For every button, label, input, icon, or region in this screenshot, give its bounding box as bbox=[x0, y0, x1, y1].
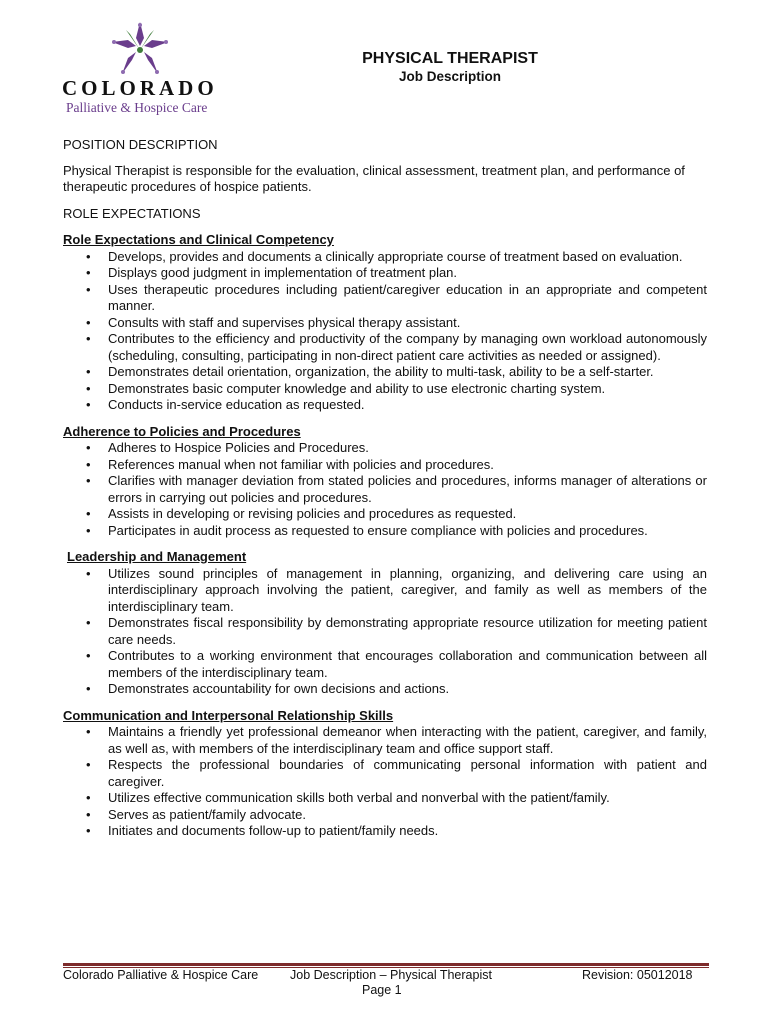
list-item: • Assists in developing or revising policies and procedures as requested. bbox=[108, 506, 707, 523]
footer-organization: Colorado Palliative & Hospice Care bbox=[63, 968, 259, 982]
list-item: • Demonstrates accountability for own decisions and actions. bbox=[108, 681, 707, 698]
list-item: • Demonstrates detail orientation, organization, the ability to multi-task, ability to be a self-starter. bbox=[108, 364, 707, 381]
list-item: • Initiates and documents follow-up to patient/family needs. bbox=[108, 823, 707, 840]
footer-revision: Revision: 05012018 bbox=[582, 968, 693, 982]
list-item: • Utilizes sound principles of management in planning, organizing, and delivering care using an interdisciplinary approach involving the patient, caregiver, and family as well as members of the interdisciplinary team. bbox=[108, 566, 707, 616]
footer-page-number: Page 1 bbox=[362, 983, 402, 997]
document-body bbox=[63, 137, 707, 840]
list-item: • Clarifies with manager deviation from stated policies and procedures, informs manager of alterations or errors in carrying out policies and procedures. bbox=[108, 473, 707, 506]
communication-list bbox=[63, 724, 707, 840]
list-item: • Conducts in-service education as requested. bbox=[108, 397, 707, 414]
list-item: • Consults with staff and supervises physical therapy assistant. bbox=[108, 315, 707, 332]
list-item: • Serves as patient/family advocate. bbox=[108, 807, 707, 824]
footer-document-name: Job Description – Physical Therapist bbox=[290, 968, 492, 982]
clinical-list bbox=[63, 249, 707, 414]
list-item: • Uses therapeutic procedures including patient/caregiver education in an appropriate and competent manner. bbox=[108, 282, 707, 315]
list-item: • Utilizes effective communication skills both verbal and nonverbal with the patient/family. bbox=[108, 790, 707, 807]
list-item: • Contributes to a working environment that encourages collaboration and communication between all members of the interdisciplinary team. bbox=[108, 648, 707, 681]
position-text: Physical Therapist is responsible for the evaluation, clinical assessment, treatment plan, and performance of therapeutic procedures of hospice patients. bbox=[63, 162, 685, 194]
list-item: • Contributes to the efficiency and productivity of the company by managing own workload autonomously (scheduling, consulting, participating in non-direct patient care activities as needed or assigned). bbox=[108, 331, 707, 364]
star-emblem-icon bbox=[110, 20, 170, 78]
organization-logo bbox=[62, 20, 222, 115]
document-subtitle: Job Description bbox=[398, 69, 501, 84]
list-item: • Respects the professional boundaries of communicating personal information with patient and caregiver. bbox=[108, 757, 707, 790]
section-heading-policies: Adherence to Policies and Procedures bbox=[63, 423, 301, 439]
document-title: PHYSICAL THERAPIST bbox=[362, 50, 538, 67]
leadership-list bbox=[63, 566, 707, 698]
list-item: • Adheres to Hospice Policies and Procedures. bbox=[108, 440, 707, 457]
policies-list bbox=[63, 440, 707, 539]
list-item: • Demonstrates fiscal responsibility by demonstrating appropriate resource utilization for meeting patient care needs. bbox=[108, 615, 707, 648]
section-heading-clinical: Role Expectations and Clinical Competency bbox=[63, 232, 334, 247]
logo-wordmark: COLORADO bbox=[62, 76, 218, 100]
list-item: • Maintains a friendly yet professional demeanor when interacting with the patient, caregiver, and family, as well as, with members of the interdisciplinary team and office support staff. bbox=[108, 724, 707, 757]
list-item: • References manual when not familiar with policies and procedures. bbox=[108, 457, 707, 474]
logo-tagline: Palliative & Hospice Care bbox=[66, 100, 208, 115]
footer-rule bbox=[63, 963, 709, 966]
role-expectations-heading: ROLE EXPECTATIONS bbox=[63, 205, 201, 221]
position-heading: POSITION DESCRIPTION bbox=[63, 137, 218, 152]
list-item: • Participates in audit process as requested to ensure compliance with policies and procedures. bbox=[108, 523, 707, 540]
section-heading-leadership: Leadership and Management bbox=[67, 549, 247, 564]
list-item: • Develops, provides and documents a clinically appropriate course of treatment based on evaluation. bbox=[108, 249, 707, 266]
list-item: • Displays good judgment in implementation of treatment plan. bbox=[108, 265, 707, 282]
section-heading-communication: Communication and Interpersonal Relationship Skills bbox=[63, 707, 394, 723]
list-item: • Demonstrates basic computer knowledge and ability to use electronic charting system. bbox=[108, 381, 707, 398]
